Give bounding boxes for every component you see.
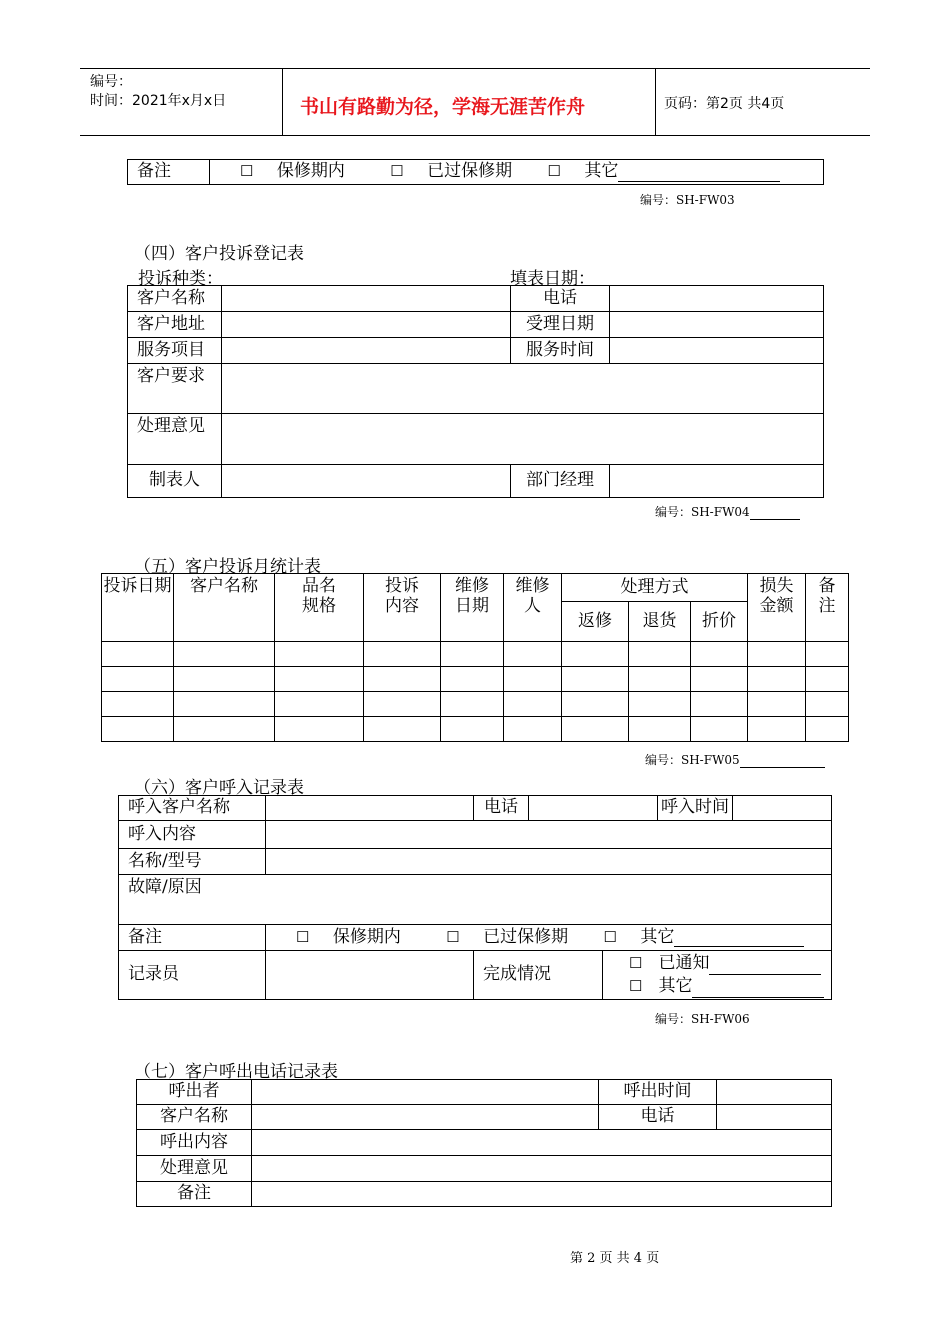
- checkbox-icon[interactable]: ☐: [603, 927, 617, 946]
- field-model[interactable]: [266, 849, 832, 875]
- checkbox-icon[interactable]: ☐: [629, 977, 643, 995]
- field-outgoing-opinion[interactable]: [252, 1156, 832, 1182]
- fw03-remark-label: 备注: [128, 160, 210, 185]
- field-handling-opinion[interactable]: [222, 414, 824, 465]
- header-page-label: 页码：第2页 共4页: [664, 96, 785, 112]
- outgoing-call-title: （七）客户呼出电话记录表: [134, 1062, 338, 1082]
- field-outgoing-phone[interactable]: [717, 1105, 832, 1130]
- completion-other-blank[interactable]: [692, 981, 824, 998]
- label-outgoing-remark: 备注: [137, 1182, 252, 1207]
- field-incoming-phone[interactable]: [529, 796, 658, 821]
- fw03-opt-expired: 已过保修期: [427, 161, 513, 182]
- outgoing-call-table: [136, 1079, 832, 1207]
- label-caller-name: 呼入客户名称: [119, 796, 266, 821]
- field-customer-address[interactable]: [222, 312, 511, 338]
- complaint-type-label: 投诉种类：: [138, 269, 223, 289]
- field-caller[interactable]: [252, 1080, 599, 1105]
- col-complaint-date: 投诉日期: [102, 574, 174, 642]
- footer-page-number: 第 2 页 共 4 页: [570, 1251, 660, 1266]
- label-fault-cause: 故障/原因: [119, 875, 832, 925]
- table-row: [102, 667, 849, 692]
- col-return-repair: 返修: [562, 602, 629, 642]
- field-customer-name[interactable]: [222, 286, 511, 312]
- col-repair-date: 维修日期: [441, 574, 504, 642]
- field-prepared-by[interactable]: [222, 465, 511, 498]
- label-service-item: 服务项目: [128, 338, 222, 364]
- label-customer-request: 客户要求: [128, 364, 222, 414]
- label-incoming-content: 呼入内容: [119, 821, 266, 849]
- opt-notified: 已通知: [658, 953, 710, 974]
- label-prepared-by: 制表人: [128, 465, 222, 498]
- field-outgoing-content[interactable]: [252, 1130, 832, 1156]
- header-divider-1: [282, 68, 283, 135]
- fw03-remark-options: [210, 160, 824, 185]
- label-handling-opinion: 处理意见: [128, 414, 222, 465]
- checkbox-icon[interactable]: ☐: [446, 927, 460, 946]
- checkbox-icon[interactable]: ☐: [390, 162, 404, 181]
- fw04-code-blank[interactable]: [750, 506, 800, 520]
- field-caller-name[interactable]: [266, 796, 474, 821]
- incoming-opt-expired: 已过保修期: [483, 926, 569, 947]
- checkbox-icon[interactable]: ☐: [240, 162, 254, 181]
- header-motto: 书山有路勤为径，学海无涯苦作舟: [300, 96, 586, 118]
- table-row: [102, 717, 849, 742]
- incoming-remark-options: [266, 925, 832, 951]
- checkbox-icon[interactable]: ☐: [547, 162, 561, 181]
- fw05-code: 编号：SH-FW05: [645, 751, 825, 768]
- field-dept-manager[interactable]: [610, 465, 824, 498]
- label-phone: 电话: [511, 286, 610, 312]
- incoming-other-blank[interactable]: [674, 930, 804, 947]
- label-model: 名称/型号: [119, 849, 266, 875]
- fw03-opt-warranty: 保修期内: [276, 161, 345, 182]
- label-completion: 完成情况: [474, 951, 603, 1000]
- field-call-time[interactable]: [733, 796, 832, 821]
- field-accept-date[interactable]: [610, 312, 824, 338]
- col-discount: 折价: [691, 602, 748, 642]
- label-incoming-remark: 备注: [119, 925, 266, 951]
- field-outgoing-time[interactable]: [717, 1080, 832, 1105]
- fw05-code-blank[interactable]: [740, 754, 825, 768]
- notified-blank[interactable]: [709, 958, 821, 975]
- col-product-spec: 品名规格: [275, 574, 364, 642]
- col-remark: 备注: [806, 574, 849, 642]
- col-return-goods: 退货: [629, 602, 691, 642]
- header-code-label: 编号：: [90, 74, 132, 90]
- label-call-time: 呼入时间: [658, 796, 733, 821]
- field-customer-request[interactable]: [222, 364, 824, 414]
- header-top-rule: [80, 68, 870, 69]
- fw03-code: 编号：SH-FW03: [640, 193, 735, 207]
- completion-options: [603, 951, 832, 1000]
- label-recorder: 记录员: [119, 951, 266, 1000]
- fw03-other-blank[interactable]: [618, 165, 780, 182]
- table-row: [102, 642, 849, 667]
- field-recorder[interactable]: [266, 951, 474, 1000]
- label-outgoing-customer: 客户名称: [137, 1105, 252, 1130]
- label-outgoing-phone: 电话: [599, 1105, 717, 1130]
- label-accept-date: 受理日期: [511, 312, 610, 338]
- col-loss-amount: 损失金额: [748, 574, 806, 642]
- header-divider-2: [655, 68, 656, 135]
- fw03-opt-other: 其它: [584, 161, 619, 182]
- field-service-item[interactable]: [222, 338, 511, 364]
- incoming-call-title: （六）客户呼入记录表: [134, 778, 304, 798]
- fw06-code: 编号：SH-FW06: [655, 1012, 750, 1026]
- table-row: [102, 692, 849, 717]
- label-outgoing-opinion: 处理意见: [137, 1156, 252, 1182]
- incoming-opt-other: 其它: [640, 926, 675, 947]
- col-repairer: 维修人: [504, 574, 562, 642]
- field-outgoing-customer[interactable]: [252, 1105, 599, 1130]
- col-complaint-content: 投诉内容: [364, 574, 441, 642]
- complaint-register-title: （四）客户投诉登记表: [134, 244, 304, 264]
- incoming-call-table: [118, 795, 832, 1000]
- col-customer-name: 客户名称: [174, 574, 275, 642]
- checkbox-icon[interactable]: ☐: [629, 954, 643, 973]
- field-service-time[interactable]: [610, 338, 824, 364]
- header-time-label: 时间：2021年x月x日: [90, 93, 227, 109]
- label-customer-address: 客户地址: [128, 312, 222, 338]
- field-outgoing-remark[interactable]: [252, 1182, 832, 1207]
- label-incoming-phone: 电话: [474, 796, 529, 821]
- monthly-stats-title: （五）客户投诉月统计表: [134, 557, 321, 577]
- label-customer-name: 客户名称: [128, 286, 222, 312]
- col-handling-method: 处理方式: [562, 574, 748, 602]
- fw03-remark-table: [127, 159, 824, 185]
- header-bottom-rule: [80, 135, 870, 136]
- label-dept-manager: 部门经理: [511, 465, 610, 498]
- fill-date-label: 填表日期：: [510, 269, 595, 289]
- opt-completion-other: 其它: [658, 976, 693, 996]
- label-outgoing-time: 呼出时间: [599, 1080, 717, 1105]
- field-phone[interactable]: [610, 286, 824, 312]
- checkbox-icon[interactable]: ☐: [296, 927, 310, 946]
- complaint-register-table: [127, 285, 824, 498]
- label-caller: 呼出者: [137, 1080, 252, 1105]
- monthly-stats-table: [101, 573, 849, 742]
- label-service-time: 服务时间: [511, 338, 610, 364]
- fw04-code: 编号：SH-FW04: [655, 503, 800, 520]
- incoming-opt-warranty: 保修期内: [332, 926, 401, 947]
- label-outgoing-content: 呼出内容: [137, 1130, 252, 1156]
- field-incoming-content[interactable]: [266, 821, 832, 849]
